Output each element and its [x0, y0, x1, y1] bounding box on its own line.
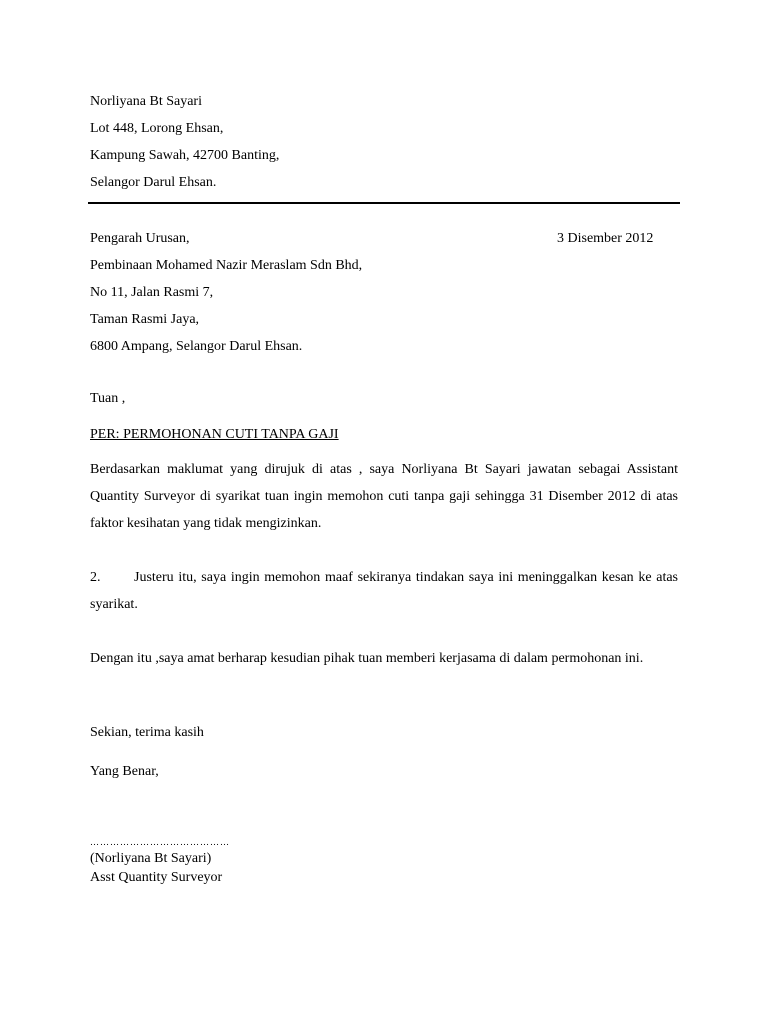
- sender-name: Norliyana Bt Sayari: [90, 94, 202, 109]
- body-paragraph-1: Berdasarkan maklumat yang dirujuk di atas , saya Norliyana Bt Sayari jawatan sebagai Assistant Quantity Surveyor di syarikat tuan ingin memohon cuti tanpa gaji sehingga 31 Disember 2012 di atas faktor kesihatan yang tidak mengizinkan.: [90, 462, 678, 531]
- body-paragraph-2-text: Justeru itu, saya ingin memohon maaf sekiranya tindakan saya ini meninggalkan kesan ke atas syarikat.: [90, 570, 678, 612]
- letter-subject: PER: PERMOHONAN CUTI TANPA GAJI: [90, 427, 339, 442]
- paragraph-number: 2.: [90, 570, 101, 585]
- recipient-address-block: [90, 229, 362, 364]
- closing-line-1: Sekian, terima kasih: [90, 725, 204, 740]
- sender-address-line-2: Kampung Sawah, 42700 Banting,: [90, 148, 280, 163]
- body-paragraph-2: [90, 564, 678, 618]
- signatory-name: (Norliyana Bt Sayari): [90, 851, 212, 866]
- salutation: Tuan ,: [90, 391, 126, 406]
- sender-address-line-1: Lot 448, Lorong Ehsan,: [90, 121, 224, 136]
- recipient-address-line-1: No 11, Jalan Rasmi 7,: [90, 285, 214, 300]
- header-divider: [88, 202, 680, 204]
- signatory-position: Asst Quantity Surveyor: [90, 870, 223, 885]
- signature-dotted-line: ……………………………………: [90, 837, 230, 847]
- recipient-company: Pembinaan Mohamed Nazir Meraslam Sdn Bhd,: [90, 258, 363, 273]
- recipient-title: Pengarah Urusan,: [90, 231, 190, 246]
- sender-address-block: [90, 92, 279, 200]
- closing-line-2: Yang Benar,: [90, 764, 159, 779]
- sender-address-line-3: Selangor Darul Ehsan.: [90, 175, 217, 190]
- recipient-address-line-2: Taman Rasmi Jaya,: [90, 312, 200, 327]
- letter-date: 3 Disember 2012: [557, 231, 654, 246]
- body-paragraph-3: Dengan itu ,saya amat berharap kesudian pihak tuan memberi kerjasama di dalam permohonan ini.: [90, 651, 644, 666]
- recipient-address-line-3: 6800 Ampang, Selangor Darul Ehsan.: [90, 339, 303, 354]
